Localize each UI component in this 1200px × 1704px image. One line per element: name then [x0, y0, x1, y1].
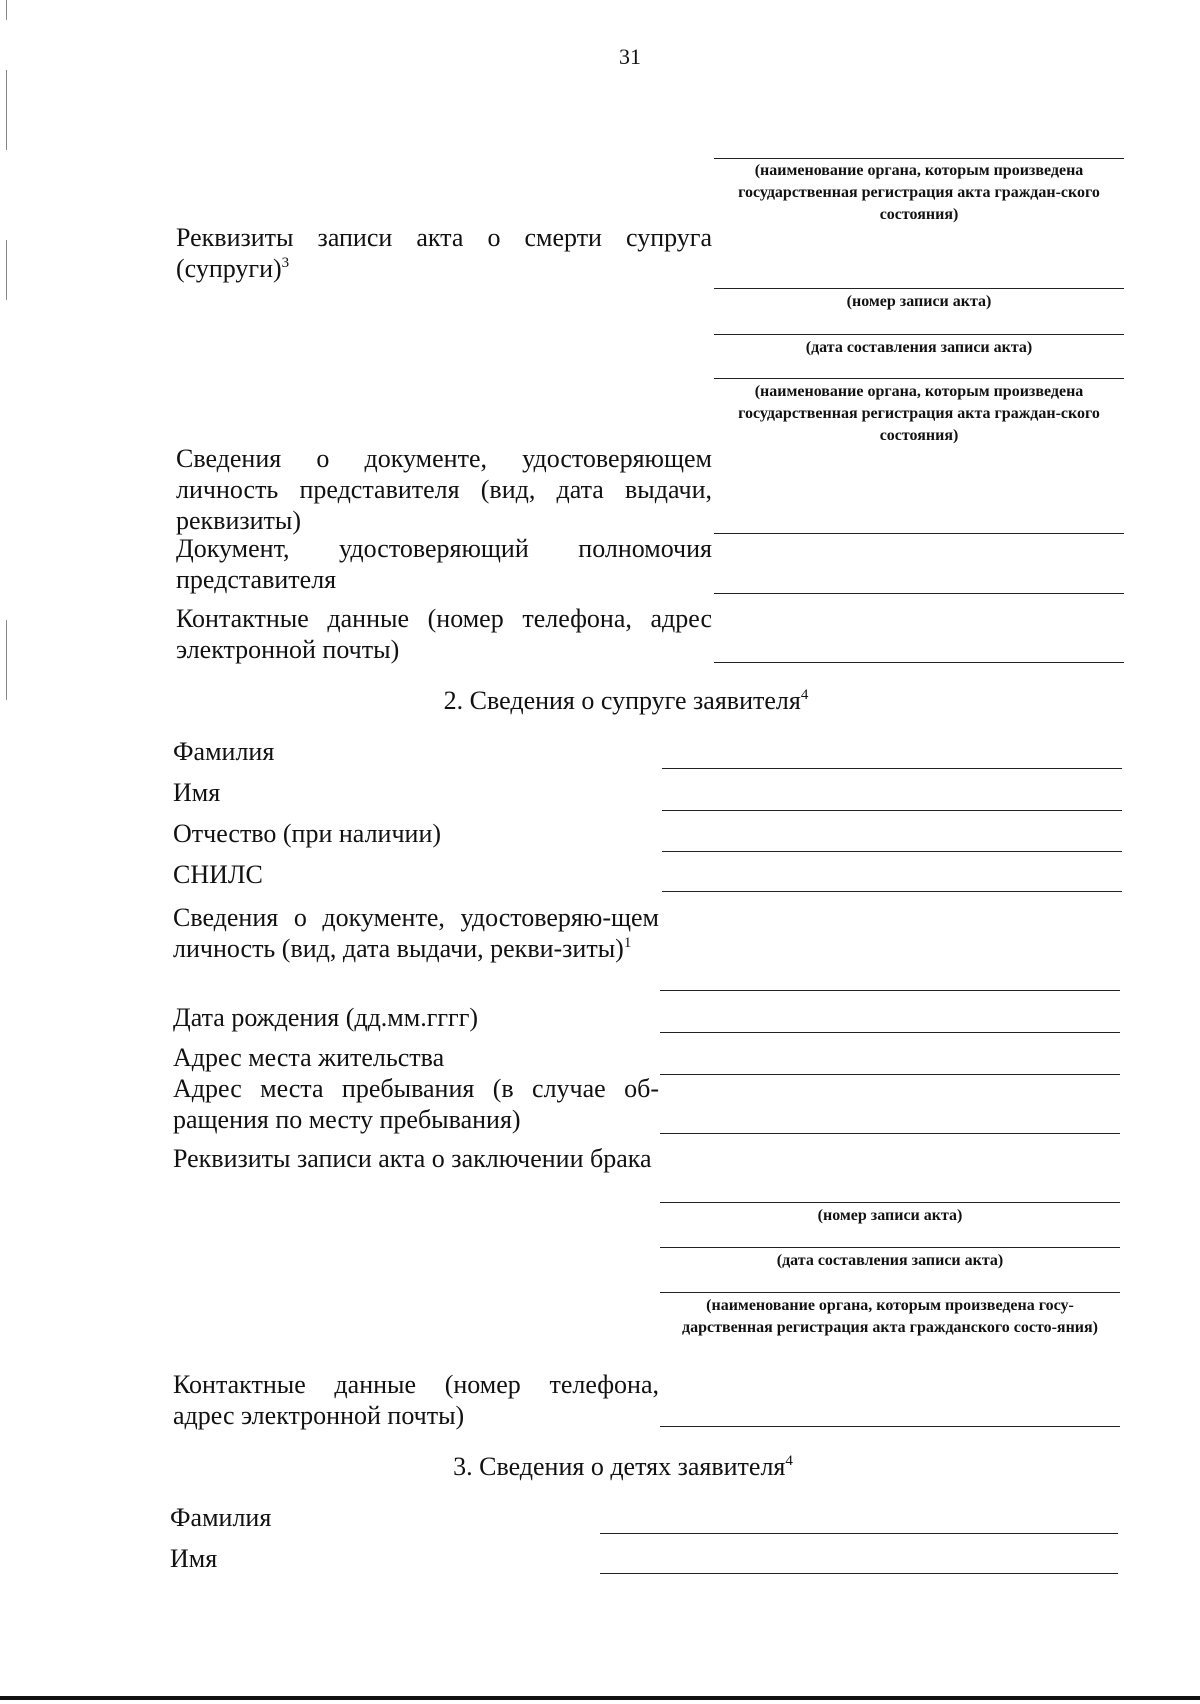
death-record-number-field[interactable] [714, 288, 1124, 289]
spouse-snils-field[interactable] [662, 891, 1122, 892]
death-record-date-field[interactable] [714, 334, 1124, 335]
child-name-field[interactable] [600, 1573, 1118, 1574]
footnote-mark: 4 [785, 1453, 793, 1469]
contacts-field-2[interactable] [660, 1426, 1120, 1427]
child-surname-field[interactable] [600, 1533, 1118, 1534]
child-name-label: Имя [170, 1544, 218, 1573]
marriage-record-authority-field[interactable] [660, 1292, 1120, 1293]
page-bottom-border [0, 1696, 1200, 1700]
death-record-authority-field[interactable] [714, 378, 1124, 379]
record-number-caption-2: (номер записи акта) [817, 1207, 963, 1224]
spouse-surname-field[interactable] [662, 768, 1122, 769]
spouse-snils-label: СНИЛС [173, 860, 263, 889]
footnote-mark: 1 [623, 935, 632, 951]
spouse-birth-date-field[interactable] [660, 1032, 1120, 1033]
spouse-name-field[interactable] [662, 810, 1122, 811]
contacts-label-2: Контактные данные (номер телефона, адрес электронной почты) [173, 1370, 659, 1430]
rep-authority-doc-field[interactable] [714, 593, 1124, 594]
marriage-record-date-field[interactable] [660, 1247, 1120, 1248]
section-3-heading: 3. Сведения о детях заявителя$^4$ [453, 1452, 793, 1481]
scan-edge-mark [6, 620, 7, 700]
marriage-record-label: Реквизиты записи акта о заключении брака [173, 1144, 652, 1173]
spouse-stay-address-field[interactable] [660, 1133, 1120, 1134]
contacts-label-1: Контактные данные (номер телефона, адрес электронной почты) [176, 604, 712, 664]
scan-edge-mark [6, 0, 7, 20]
authority-caption-1: (наименование органа, которым произведена государственная регистрация акта граждан-ского состояния) [738, 162, 1100, 223]
authority-field-1[interactable] [714, 158, 1124, 159]
section-2-heading: 2. Сведения о супруге заявителя$^4$ [443, 686, 809, 715]
spouse-patronymic-field[interactable] [662, 851, 1122, 852]
spouse-residence-field[interactable] [660, 1074, 1120, 1075]
footnote-mark: 4 [800, 687, 809, 703]
record-date-caption-1: (дата составления записи акта) [805, 339, 1033, 356]
footnote-mark: 3 [281, 255, 290, 271]
death-record-label: Реквизиты записи акта о смерти супруга (супруги)$^3$ [176, 223, 712, 283]
child-surname-label: Фамилия [170, 1503, 272, 1532]
spouse-id-doc-label: Сведения о документе, удостоверяю-щем личность (вид, дата выдачи, рекви-зиты)$^1$ [173, 903, 659, 963]
rep-id-doc-field[interactable] [714, 533, 1124, 534]
rep-authority-doc-label: Документ, удостоверяющий полномочия представителя [176, 534, 712, 594]
scan-edge-mark [6, 240, 7, 300]
spouse-patronymic-label: Отчество (при наличии) [173, 819, 442, 848]
spouse-surname-label: Фамилия [173, 737, 275, 766]
spouse-stay-address-label: Адрес места пребывания (в случае об-ращения по месту пребывания) [173, 1074, 659, 1134]
authority-caption-3: (наименование органа, которым произведена госу-дарственная регистрация акта гражданского состо-яния) [681, 1297, 1098, 1336]
rep-id-doc-label: Сведения о документе, удостоверяющем личность представителя (вид, дата выдачи, реквизиты) [176, 444, 712, 535]
scan-edge-mark [6, 70, 7, 150]
marriage-record-number-field[interactable] [660, 1202, 1120, 1203]
authority-caption-2: (наименование органа, которым произведена государственная регистрация акта граждан-ского состояния) [738, 383, 1100, 444]
record-date-caption-2: (дата составления записи акта) [776, 1252, 1004, 1269]
page-number: 31 [619, 44, 641, 69]
contacts-field-1[interactable] [714, 662, 1124, 663]
record-number-caption-1: (номер записи акта) [846, 293, 992, 310]
spouse-birth-date-label: Дата рождения (дд.мм.гггг) [173, 1003, 479, 1032]
spouse-name-label: Имя [173, 778, 221, 807]
spouse-residence-label: Адрес места жительства [173, 1043, 445, 1072]
spouse-id-doc-field[interactable] [660, 990, 1120, 991]
